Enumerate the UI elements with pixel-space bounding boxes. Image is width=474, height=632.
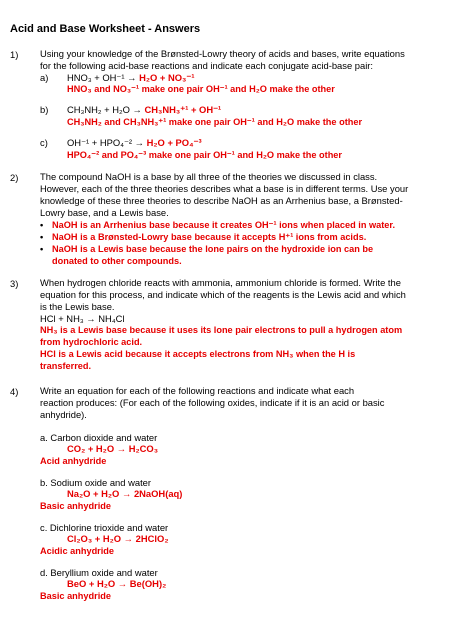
question-2-line-1: The compound NaOH is a base by all three of the theories we discussed in class. xyxy=(40,171,378,182)
bullet-text: NaOH is an Arrhenius base because it creates OH⁻¹ ions when placed in water. xyxy=(52,220,396,230)
bullet-icon: • xyxy=(40,232,44,242)
question-2-line-2: However, each of the three theories describes what a base is in different terms. Use your xyxy=(40,183,409,194)
question-3-line-1: When hydrogen chloride reacts with ammonia, ammonium chloride is formed. Write the xyxy=(40,277,401,288)
question-1-line-2: for the following acid-base reactions and indicate each conjugate acid-base pair: xyxy=(40,60,374,71)
question-2-bullet-2 xyxy=(40,231,366,244)
question-1a-label: a) xyxy=(40,72,49,83)
question-3-answer-3: HCl is a Lewis acid because it accepts electrons from NH₃ when the H is xyxy=(40,349,356,359)
question-1-number: 1) xyxy=(10,49,19,60)
question-4c-answer: Acidic anhydride xyxy=(40,546,115,556)
question-4b-answer: Basic anhydride xyxy=(40,501,111,511)
page-title: Acid and Base Worksheet - Answers xyxy=(10,23,201,35)
question-3-answer-4: transferred. xyxy=(40,361,92,371)
question-4a-label: a. Carbon dioxide and water xyxy=(40,432,158,443)
question-1b-reactants: CH₃NH₂ + H₂O → xyxy=(67,104,142,115)
question-2-bullet-3 xyxy=(40,243,373,256)
question-4d-equation-text: BeO + H₂O → Be(OH)₂ xyxy=(67,578,167,589)
question-1c-label: c) xyxy=(40,137,48,148)
question-1c-equation xyxy=(67,137,202,149)
bullet-icon: • xyxy=(40,220,44,230)
question-1b-answer: CH₃NH₂ and CH₃NH₃⁺¹ make one pair OH⁻¹ and H₂O make the other xyxy=(67,117,363,127)
question-2-line-3: knowledge of these three theories to describe NaOH as an Arrhenius base, a Brønsted- xyxy=(40,195,403,206)
question-4a-answer: Acid anhydride xyxy=(40,456,107,466)
question-3-line-3: is the Lewis base. xyxy=(40,301,115,312)
question-4-line-2: reaction produces: (For each of the following oxides, indicate if it is an acid or basic xyxy=(40,397,385,408)
question-3-answer-1: NH₃ is a Lewis base because it uses its lone pair electrons to pull a hydrogen atom xyxy=(40,325,403,335)
question-4d-equation xyxy=(67,578,166,589)
question-1c-products: H₂O + PO₄⁻³ xyxy=(146,137,202,148)
question-2-line-4: Lowry base, and a Lewis base. xyxy=(40,207,169,218)
question-1c-reactants: OH⁻¹ + HPO₄⁻² → xyxy=(67,137,145,148)
bullet-text: NaOH is a Brønsted-Lowry base because it accepts H⁺¹ ions from acids. xyxy=(52,232,367,242)
question-2-number: 2) xyxy=(10,172,19,183)
question-1c-answer: HPO₄⁻² and PO₄⁻³ make one pair OH⁻¹ and H₂O make the other xyxy=(67,150,342,160)
question-4b-label: b. Sodium oxide and water xyxy=(40,477,152,488)
bullet-text: NaOH is a Lewis base because the lone pairs on the hydroxide ion can be xyxy=(52,244,374,254)
question-4-line-3: anhydride). xyxy=(40,409,87,420)
question-1a-products: H₂O + NO₃⁻¹ xyxy=(139,72,195,83)
question-1a-reactants: HNO₃ + OH⁻¹ → xyxy=(67,72,137,83)
question-3-line-2: equation for this process, and indicate which of the reagents is the Lewis acid and which xyxy=(40,289,406,300)
question-1b-products: CH₃NH₃⁺¹ + OH⁻¹ xyxy=(144,104,222,115)
question-4a-equation-text: CO₂ + H₂O → H₂CO₃ xyxy=(67,443,159,454)
question-2-bullet-3-continued: donated to other compounds. xyxy=(52,256,182,266)
question-4-number: 4) xyxy=(10,386,19,397)
bullet-icon: • xyxy=(40,244,44,254)
question-1a-answer: HNO₃ and NO₃⁻¹ make one pair OH⁻¹ and H₂O make the other xyxy=(67,84,335,94)
question-3-answer-2: from hydrochloric acid. xyxy=(40,337,143,347)
question-4c-equation-text: Cl₂O₃ + H₂O → 2HClO₂ xyxy=(67,533,169,544)
question-3-number: 3) xyxy=(10,278,19,289)
question-3-equation: HCl + NH₃ → NH₄Cl xyxy=(40,313,125,324)
question-1b-label: b) xyxy=(40,104,49,115)
question-4c-label: c. Dichlorine trioxide and water xyxy=(40,522,169,533)
question-4b-equation xyxy=(67,488,182,499)
question-4-line-1: Write an equation for each of the following reactions and indicate what each xyxy=(40,385,355,396)
question-1b-equation xyxy=(67,104,221,116)
question-4d-answer: Basic anhydride xyxy=(40,591,111,601)
question-2-bullet-1 xyxy=(40,219,395,232)
question-4b-equation-text: Na₂O + H₂O → 2NaOH(aq) xyxy=(67,488,183,499)
question-4a-equation xyxy=(67,443,158,454)
question-4d-label: d. Beryllium oxide and water xyxy=(40,567,158,578)
question-4c-equation xyxy=(67,533,168,544)
question-1-line-1: Using your knowledge of the Brønsted-Lowry theory of acids and bases, write equations xyxy=(40,48,405,59)
